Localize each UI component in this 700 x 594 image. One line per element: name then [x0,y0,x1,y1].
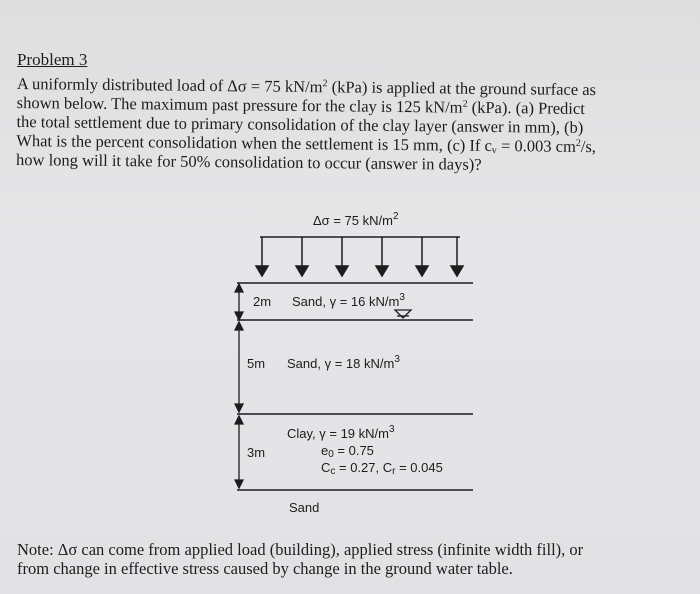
load-label: Δσ = 75 $kN/m^2$ [313,211,399,228]
clay-description: Clay, γ = 19 $kN/m^3$ [287,424,395,441]
clay-compression-indices: $C_c = 0.27$, $C_r = 0.045$ [321,460,443,477]
problem-line-3: the total settlement due to primary consolidation of the clay layer (answer in mm), (b) [16,111,584,137]
water-table-icon [395,310,411,318]
soil-profile-diagram [225,210,485,525]
bottom-sand-label: Sand [289,500,320,515]
problem-line-2: shown below. The maximum past pressure for the clay is 125 $kN/m^2$ (kPa). (a) Predict [16,92,585,118]
problem-line-5: how long will it take for 50% consolidation to occur (answer in days)? [16,149,482,174]
layer1-description: Sand, γ = 16 $kN/m^3$ [292,292,405,309]
note-line-2: from change in effective stress caused by change in the ground water table. [17,559,513,578]
note-paragraph [17,540,687,578]
dimension-arrows [235,284,243,488]
layer1-thickness: 2m [253,294,272,309]
note-line-1: Note: Δσ can come from applied load (building), applied stress (infinite width fill), or [17,540,584,559]
layer3-thickness: 3m [247,445,266,460]
problem-line-1: A uniformly distributed load of Δσ = 75 $kN/m^2$ (kPa) is applied at the ground surface as [16,74,597,100]
layer2-description: Sand, γ = 18 $kN/m^3$ [287,354,400,371]
load-arrows [256,237,463,276]
problem-statement [16,74,687,176]
problem-heading: Problem 3 [17,50,88,69]
layer2-thickness: 5m [247,356,266,371]
clay-void-ratio: $e_0 = 0.75$ [321,443,374,460]
problem-line-4: What is the percent consolidation when the settlement is 15 mm, (c) If $c_v = 0.003$ $cm^2/s$, [16,130,597,157]
